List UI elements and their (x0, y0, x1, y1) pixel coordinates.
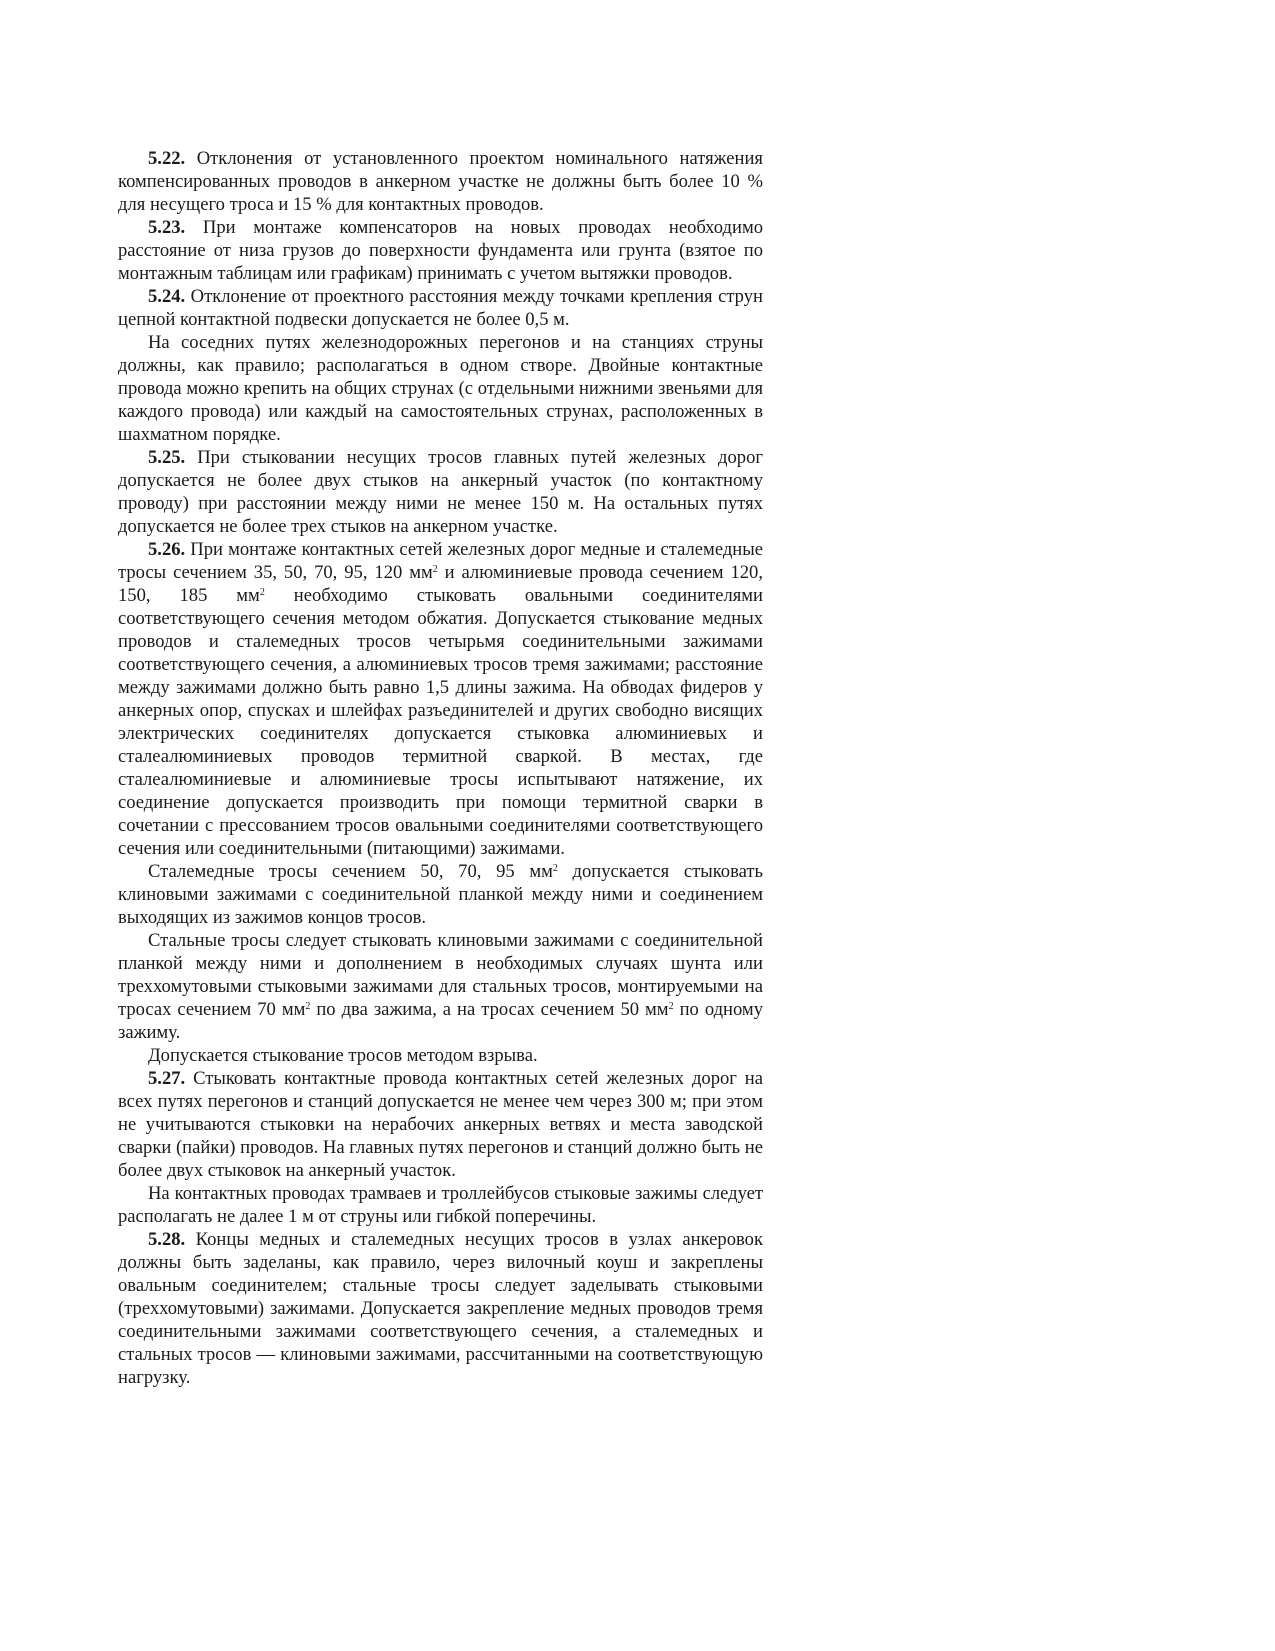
paragraph-text: Концы медных и сталемедных несущих тросов в узлах анкеровок должны быть заделаны, как правило, через вилочный коуш и закреплены овальным соединителем; стальные тросы следует заделывать стыковыми (треххомутовыми) зажимами. Допускается закрепление медных проводов тремя соединительными зажимами соответствующего сечения, а сталемедных и стальных тросов — клиновыми зажимами, рассчитанными на соответствующую нагрузку. (118, 1229, 763, 1388)
paragraph-text: Стальные тросы следует стыковать клиновыми зажимами с соединительной планкой между ними и дополнением в необходимых случаях шунта или треххомутовыми стыковыми зажимами для стальных тросов, монтируемыми на тросах сечением 70 мм (118, 930, 763, 1020)
paragraph-5-26-copper-steel (118, 860, 763, 929)
section-number: 5.23. (148, 217, 186, 238)
paragraph-5-22 (118, 147, 763, 216)
paragraph-text: На контактных проводах трамваев и троллейбусов стыковые зажимы следует располагать не далее 1 м от струны или гибкой поперечины. (118, 1183, 763, 1227)
paragraph-text: допускается стыковать клиновыми зажимами с соединительной планкой между ними и соединением выходящих из зажимов концов тросов. (118, 861, 764, 928)
paragraph-text: Допускается стыкование тросов методом взрыва. (148, 1045, 538, 1066)
section-number: 5.27. (148, 1068, 186, 1089)
paragraph-text: При монтаже компенсаторов на новых проводах необходимо расстояние от низа грузов до поверхности фундамента или грунта (взятое по монтажным таблицам или графикам) принимать с учетом вытяжки проводов. (118, 217, 764, 284)
paragraph-5-26 (118, 538, 763, 860)
section-number: 5.24. (148, 286, 186, 307)
superscript: 2 (668, 1001, 674, 1012)
paragraph-text: При монтаже контактных сетей железных дорог медные и сталемедные тросы сечением 35, 50, 70, 95, 120 мм (118, 539, 763, 583)
paragraph-5-24 (118, 285, 763, 331)
paragraph-5-26-explosion (118, 1044, 763, 1067)
paragraph-text: по одному зажиму. (118, 999, 763, 1043)
section-number: 5.28. (148, 1229, 186, 1250)
document-page (118, 147, 763, 1389)
paragraph-text: Отклонения от установленного проектом номинального натяжения компенсированных проводов в анкерном участке не должны быть более 10 % для несущего троса и 15 % для контактных проводов. (118, 148, 763, 215)
paragraph-5-27-tram (118, 1182, 763, 1228)
paragraph-text: При стыковании несущих тросов главных путей железных дорог допускается не более двух стыков на анкерный участок (по контактному проводу) при расстоянии между ними не менее 150 м. На остальных путях допускается не более трех стыков на анкерном участке. (118, 447, 763, 537)
paragraph-5-24-cont (118, 331, 763, 446)
superscript: 2 (259, 587, 265, 598)
paragraph-text: Сталемедные тросы сечением 50, 70, 95 мм (148, 861, 553, 882)
paragraph-text: необходимо стыковать овальными соединителями соответствующего сечения методом обжатия. Допускается стыкование медных проводов и сталемедных тросов четырьмя соединительными зажимами соответствующего сечения, а алюминиевых тросов тремя зажимами; расстояние между зажимами должно быть равно 1,5 длины зажима. На обводах фидеров у анкерных опор, спусках и шлейфах разъединителей и других свободно висящих электрических соединителях допускается стыковка алюминиевых и сталеалюминиевых проводов термитной сваркой. В местах, где сталеалюминиевые и алюминиевые тросы испытывают натяжение, их соединение допускается производить при помощи термитной сварки в сочетании с прессованием тросов овальными соединителями соответствующего сечения или соединительными (питающими) зажимами. (118, 585, 763, 859)
section-number: 5.25. (148, 447, 186, 468)
superscript: 2 (552, 863, 558, 874)
paragraph-5-27 (118, 1067, 763, 1182)
paragraph-5-28 (118, 1228, 763, 1389)
paragraph-text: по два зажима, а на тросах сечением 50 мм (310, 999, 669, 1020)
paragraph-5-26-steel (118, 929, 763, 1044)
section-number: 5.22. (148, 148, 186, 169)
paragraph-text: и алюминиевые провода сечением 120, 150, 185 мм (118, 562, 763, 606)
superscript: 2 (432, 564, 438, 575)
superscript: 2 (305, 1001, 311, 1012)
paragraph-text: Отклонение от проектного расстояния между точками крепления струн цепной контактной подвески допускается не более 0,5 м. (118, 286, 763, 330)
paragraph-text: На соседних путях железнодорожных перегонов и на станциях струны должны, как правило; располагаться в одном створе. Двойные контактные провода можно крепить на общих струнах (с отдельными нижними звеньями для каждого провода) или каждый на самостоятельных струнах, расположенных в шахматном порядке. (118, 332, 763, 445)
paragraph-5-25 (118, 446, 763, 538)
paragraph-text: Стыковать контактные провода контактных сетей железных дорог на всех путях перегонов и станций допускается не менее чем через 300 м; при этом не учитываются стыковки на нерабочих анкерных ветвях и места заводской сварки (пайки) проводов. На главных путях перегонов и станций должно быть не более двух стыковок на анкерный участок. (118, 1068, 764, 1181)
section-number: 5.26. (148, 539, 186, 560)
paragraph-5-23 (118, 216, 763, 285)
